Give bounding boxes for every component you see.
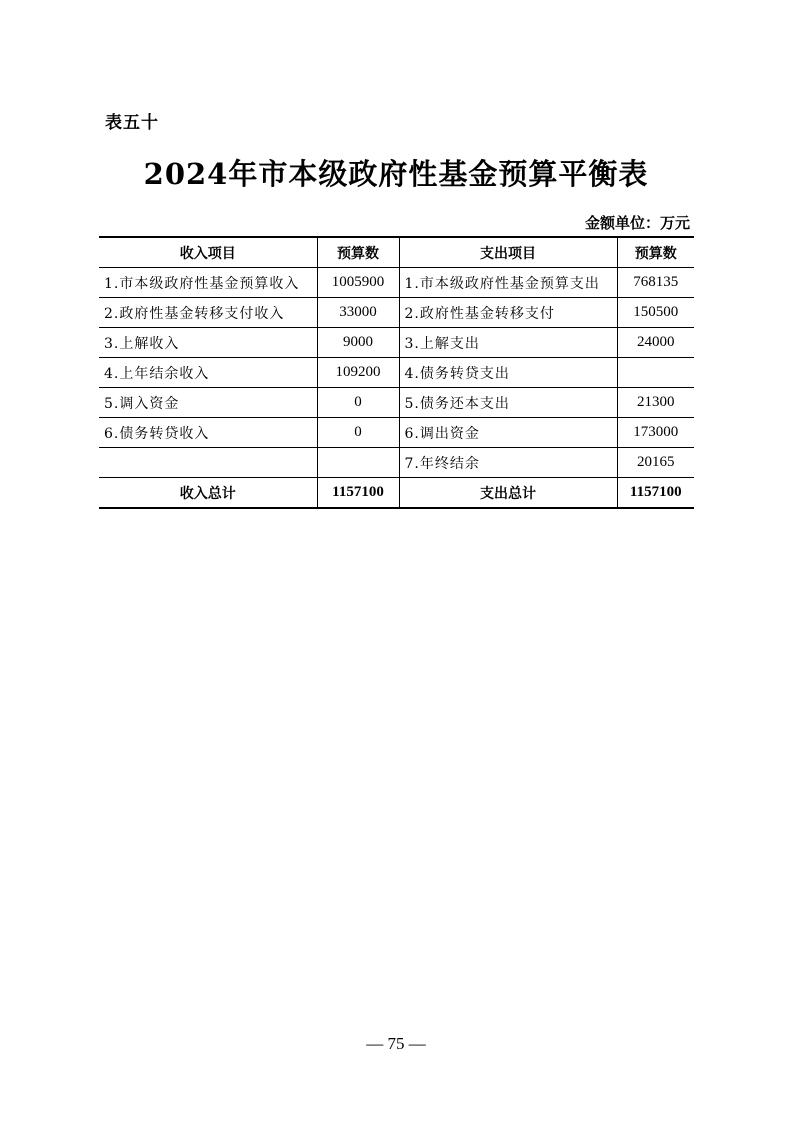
expense-amount: [617, 358, 694, 388]
income-item: [99, 448, 317, 478]
table-header-row: [99, 237, 694, 268]
table-row: [99, 388, 694, 418]
page-number: — 75 —: [366, 1034, 426, 1053]
page-title: 2024年市本级政府性基金预算平衡表: [143, 157, 649, 191]
table-row: [99, 268, 694, 298]
amount-unit: 金额单位：万元: [584, 214, 690, 232]
income-item: 6.债务转贷收入: [99, 418, 317, 448]
income-item: 5.调入资金: [99, 388, 317, 418]
table-row: [99, 358, 694, 388]
table-row: [99, 418, 694, 448]
header-income-item: 收入项目: [99, 237, 317, 268]
expense-amount: 20165: [617, 448, 694, 478]
income-total-label: 收入总计: [99, 478, 317, 509]
expense-amount: 24000: [617, 328, 694, 358]
table-label: 表五十: [105, 113, 159, 133]
header-expense-amount: 预算数: [617, 237, 694, 268]
income-total-amount: 1157100: [317, 478, 399, 509]
expense-item: 5.债务还本支出: [399, 388, 617, 418]
expense-item: 3.上解支出: [399, 328, 617, 358]
table-row: [99, 298, 694, 328]
expense-total-amount: 1157100: [617, 478, 694, 509]
budget-balance-table: [99, 236, 694, 509]
expense-amount: 173000: [617, 418, 694, 448]
income-item: 4.上年结余收入: [99, 358, 317, 388]
income-amount: 109200: [317, 358, 399, 388]
expense-amount: 768135: [617, 268, 694, 298]
expense-amount: 21300: [617, 388, 694, 418]
expense-item: 7.年终结余: [399, 448, 617, 478]
income-amount: 0: [317, 418, 399, 448]
expense-item: 6.调出资金: [399, 418, 617, 448]
expense-amount: 150500: [617, 298, 694, 328]
table-row: [99, 328, 694, 358]
income-amount: 9000: [317, 328, 399, 358]
income-amount: 1005900: [317, 268, 399, 298]
table-row: [99, 448, 694, 478]
header-expense-item: 支出项目: [399, 237, 617, 268]
expense-item: 1.市本级政府性基金预算支出: [399, 268, 617, 298]
income-amount: [317, 448, 399, 478]
income-item: 1.市本级政府性基金预算收入: [99, 268, 317, 298]
income-item: 3.上解收入: [99, 328, 317, 358]
expense-total-label: 支出总计: [399, 478, 617, 509]
total-row: [99, 478, 694, 509]
expense-item: 4.债务转贷支出: [399, 358, 617, 388]
income-item: 2.政府性基金转移支付收入: [99, 298, 317, 328]
header-income-amount: 预算数: [317, 237, 399, 268]
expense-item: 2.政府性基金转移支付: [399, 298, 617, 328]
income-amount: 33000: [317, 298, 399, 328]
income-amount: 0: [317, 388, 399, 418]
